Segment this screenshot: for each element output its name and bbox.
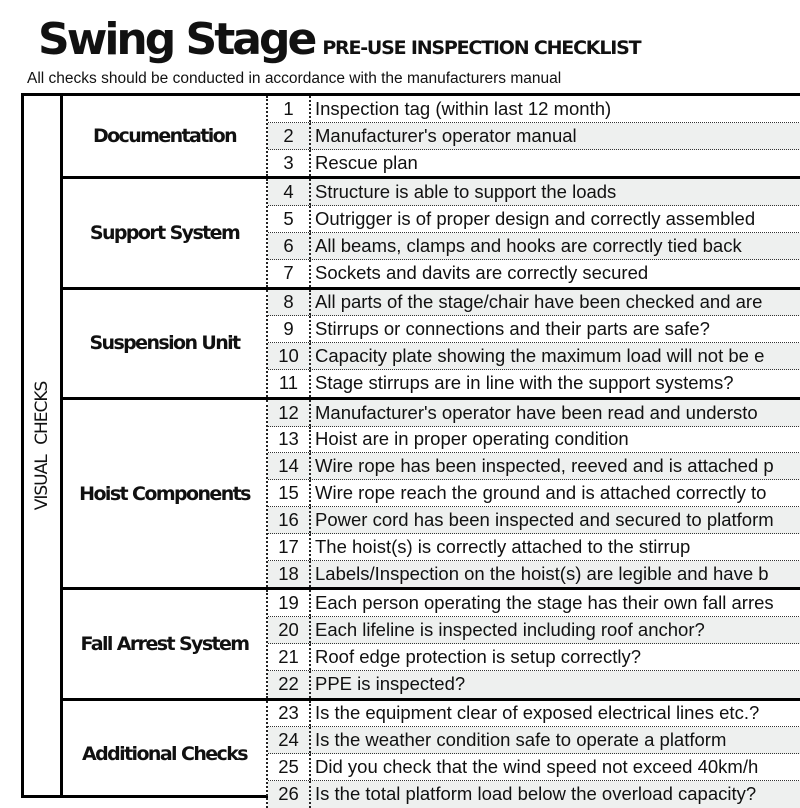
item-number: 15	[268, 480, 311, 506]
item-text: PPE is inspected?	[315, 673, 466, 695]
item-text: Inspection tag (within last 12 month)	[315, 97, 612, 119]
item-text: Outrigger is of proper design and correctly assembled	[315, 208, 756, 230]
item-list	[266, 96, 800, 176]
item-text: Labels/Inspection on the hoist(s) are legible and have b	[315, 562, 769, 584]
category-label: Hoist Components	[79, 482, 250, 505]
section-fall-arrest-system	[63, 590, 800, 700]
checklist-table	[21, 93, 800, 805]
item-text: Each lifeline is inspected including roof anchor?	[315, 619, 705, 641]
item-text: Roof edge protection is setup correctly?	[315, 645, 641, 667]
title-main: Swing Stage	[38, 14, 315, 65]
checklist-row	[268, 206, 800, 233]
title-sub: PRE-USE INSPECTION CHECKLIST	[322, 37, 641, 59]
checklist-row	[268, 370, 800, 397]
item-number: 24	[268, 727, 311, 753]
item-number: 4	[268, 179, 311, 205]
checklist-row	[268, 96, 800, 123]
subtitle: All checks should be conducted in accordance with the manufacturers manual	[27, 70, 562, 87]
item-number: 18	[268, 561, 311, 588]
checklist-row	[268, 316, 800, 343]
checklist-row	[268, 507, 800, 534]
item-text: Structure is able to support the loads	[315, 181, 617, 203]
checklist-row	[268, 480, 800, 507]
checklist-row	[268, 644, 800, 671]
category-label: Suspension Unit	[89, 332, 240, 355]
checklist-row	[268, 343, 800, 370]
section-documentation	[63, 96, 800, 179]
checklist-row	[268, 534, 800, 561]
section-support-system	[63, 179, 800, 289]
item-number: 26	[268, 781, 311, 808]
item-text: Is the equipment clear of exposed electrical lines etc.?	[315, 702, 760, 724]
item-text: Manufacturer's operator have been read and understo	[315, 401, 758, 423]
item-list	[266, 400, 800, 588]
checklist-row	[268, 781, 800, 808]
item-text: All beams, clamps and hooks are correctly tied back	[315, 234, 742, 256]
checklist-row	[268, 754, 800, 781]
checklist-row	[268, 701, 800, 728]
item-list	[266, 179, 800, 286]
item-text: Each person operating the stage has their own fall arres	[315, 592, 774, 614]
item-number: 2	[268, 123, 311, 149]
item-number: 1	[268, 96, 311, 122]
item-number: 19	[268, 590, 311, 616]
item-text: All parts of the stage/chair have been checked and are	[315, 291, 763, 313]
item-number: 17	[268, 534, 311, 560]
section-additional-checks	[63, 701, 800, 808]
item-number: 7	[268, 260, 311, 287]
sections	[63, 96, 800, 808]
item-number: 14	[268, 453, 311, 479]
item-text: Capacity plate showing the maximum load will not be e	[315, 345, 765, 367]
section-suspension-unit	[63, 290, 800, 400]
checklist-row	[268, 617, 800, 644]
document-title	[38, 14, 640, 65]
item-list	[266, 701, 800, 808]
item-number: 3	[268, 150, 311, 177]
checklist-row	[268, 260, 800, 287]
side-label: VISUAL CHECKS	[32, 381, 52, 510]
checklist-row	[268, 671, 800, 698]
item-text: Sockets and davits are correctly secured	[315, 262, 649, 284]
checklist-row	[268, 427, 800, 454]
item-number: 21	[268, 644, 311, 670]
item-number: 6	[268, 233, 311, 259]
side-label-column	[24, 96, 63, 795]
item-number: 13	[268, 427, 311, 453]
item-text: Stage stirrups are in line with the support systems?	[315, 372, 734, 394]
section-hoist-components	[63, 400, 800, 591]
checklist-row	[268, 400, 800, 427]
item-text: The hoist(s) is correctly attached to the stirrup	[315, 535, 691, 557]
item-number: 25	[268, 754, 311, 780]
category-label: Fall Arrest System	[80, 632, 249, 655]
category-label: Documentation	[92, 125, 237, 148]
checklist-row	[268, 453, 800, 480]
item-text: Hoist are in proper operating condition	[315, 428, 629, 450]
item-number: 12	[268, 400, 311, 426]
checklist-row	[268, 123, 800, 150]
checklist-row	[268, 290, 800, 317]
item-number: 8	[268, 290, 311, 316]
item-number: 22	[268, 671, 311, 698]
item-text: Wire rope has been inspected, reeved and is attached p	[315, 455, 774, 477]
item-number: 5	[268, 206, 311, 232]
item-list	[266, 590, 800, 697]
checklist-row	[268, 561, 800, 588]
item-number: 16	[268, 507, 311, 533]
item-list	[266, 290, 800, 397]
checklist-row	[268, 150, 800, 177]
item-number: 9	[268, 316, 311, 342]
item-text: Is the weather condition safe to operate a platform	[315, 729, 727, 751]
item-number: 20	[268, 617, 311, 643]
category-label: Support System	[89, 221, 240, 244]
item-text: Wire rope reach the ground and is attached correctly to	[315, 482, 767, 504]
item-text: Power cord has been inspected and secured to platform	[315, 508, 774, 530]
category-label: Additional Checks	[82, 743, 247, 766]
item-text: Manufacturer's operator manual	[315, 124, 577, 146]
item-text: Stirrups or connections and their parts are safe?	[315, 318, 710, 340]
item-text: Did you check that the wind speed not exceed 40km/h	[315, 756, 759, 778]
checklist-row	[268, 179, 800, 206]
item-number: 10	[268, 343, 311, 369]
checklist-row	[268, 590, 800, 617]
checklist-row	[268, 727, 800, 754]
checklist-row	[268, 233, 800, 260]
item-text: Rescue plan	[315, 151, 418, 173]
item-number: 11	[268, 370, 311, 397]
item-text: Is the total platform load below the overload capacity?	[315, 783, 757, 805]
item-number: 23	[268, 701, 311, 727]
